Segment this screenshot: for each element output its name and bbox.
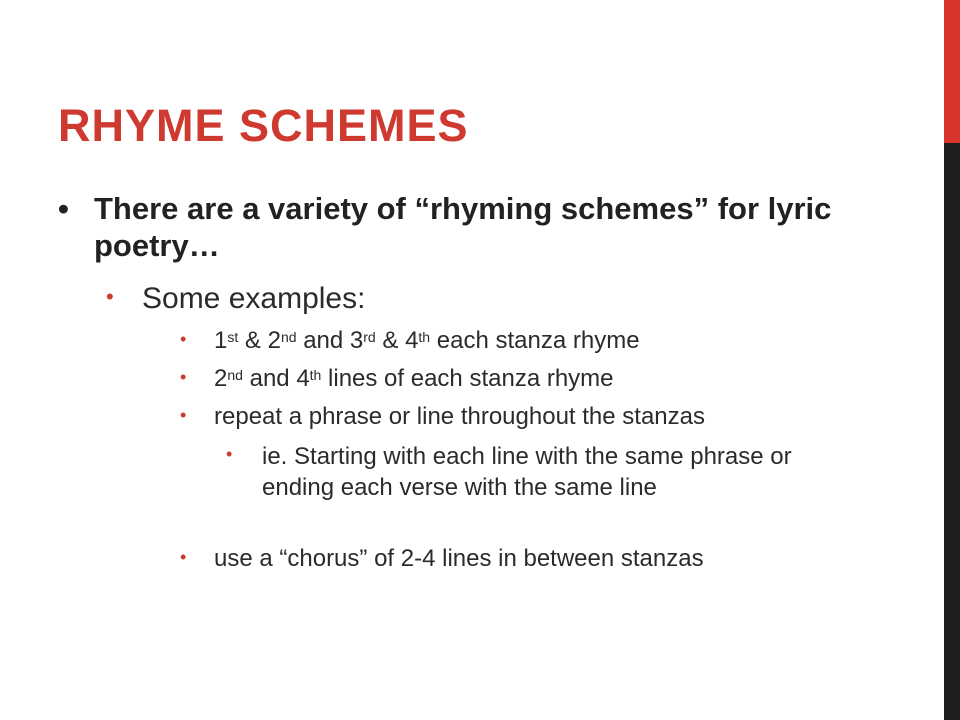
example-item-1 (180, 326, 854, 356)
bullet-icon: • (180, 367, 187, 387)
bullet-icon: • (180, 405, 187, 425)
example-text-1: 1st & 2nd and 3rd & 4th each stanza rhyme (214, 327, 640, 354)
example-sub-item (226, 441, 852, 503)
sub-bullet (106, 281, 366, 317)
accent-bar-dark (944, 143, 960, 720)
ordinal-suffix: th (309, 367, 322, 383)
accent-bar-red (944, 0, 960, 143)
ordinal-suffix: rd (363, 329, 376, 345)
example-item-2 (180, 364, 854, 394)
example-item-3 (180, 402, 854, 432)
sub-bullet-text: Some examples: (142, 282, 366, 315)
example-sub-text: ie. Starting with each line with the same phrase or ending each verse with the same line (262, 443, 792, 501)
ordinal-suffix: th (418, 329, 431, 345)
slide-title: RHYME SCHEMES (58, 100, 469, 151)
example-text-2: 2nd and 4th lines of each stanza rhyme (214, 365, 614, 392)
bullet-icon: • (180, 329, 187, 349)
main-bullet-text: There are a variety of “rhyming schemes” for lyric poetry… (94, 191, 832, 263)
example-item-4 (180, 544, 854, 574)
ordinal-suffix: nd (227, 367, 243, 383)
bullet-icon: • (106, 284, 114, 309)
bullet-icon: • (58, 191, 69, 226)
bullet-icon: • (180, 547, 187, 567)
ordinal-suffix: nd (280, 329, 297, 345)
main-bullet (58, 190, 854, 264)
ordinal-suffix: st (227, 329, 239, 345)
example-text-3: repeat a phrase or line throughout the stanzas (214, 403, 705, 430)
example-text-4: use a “chorus” of 2-4 lines in between stanzas (214, 545, 704, 572)
bullet-icon: • (226, 444, 233, 464)
